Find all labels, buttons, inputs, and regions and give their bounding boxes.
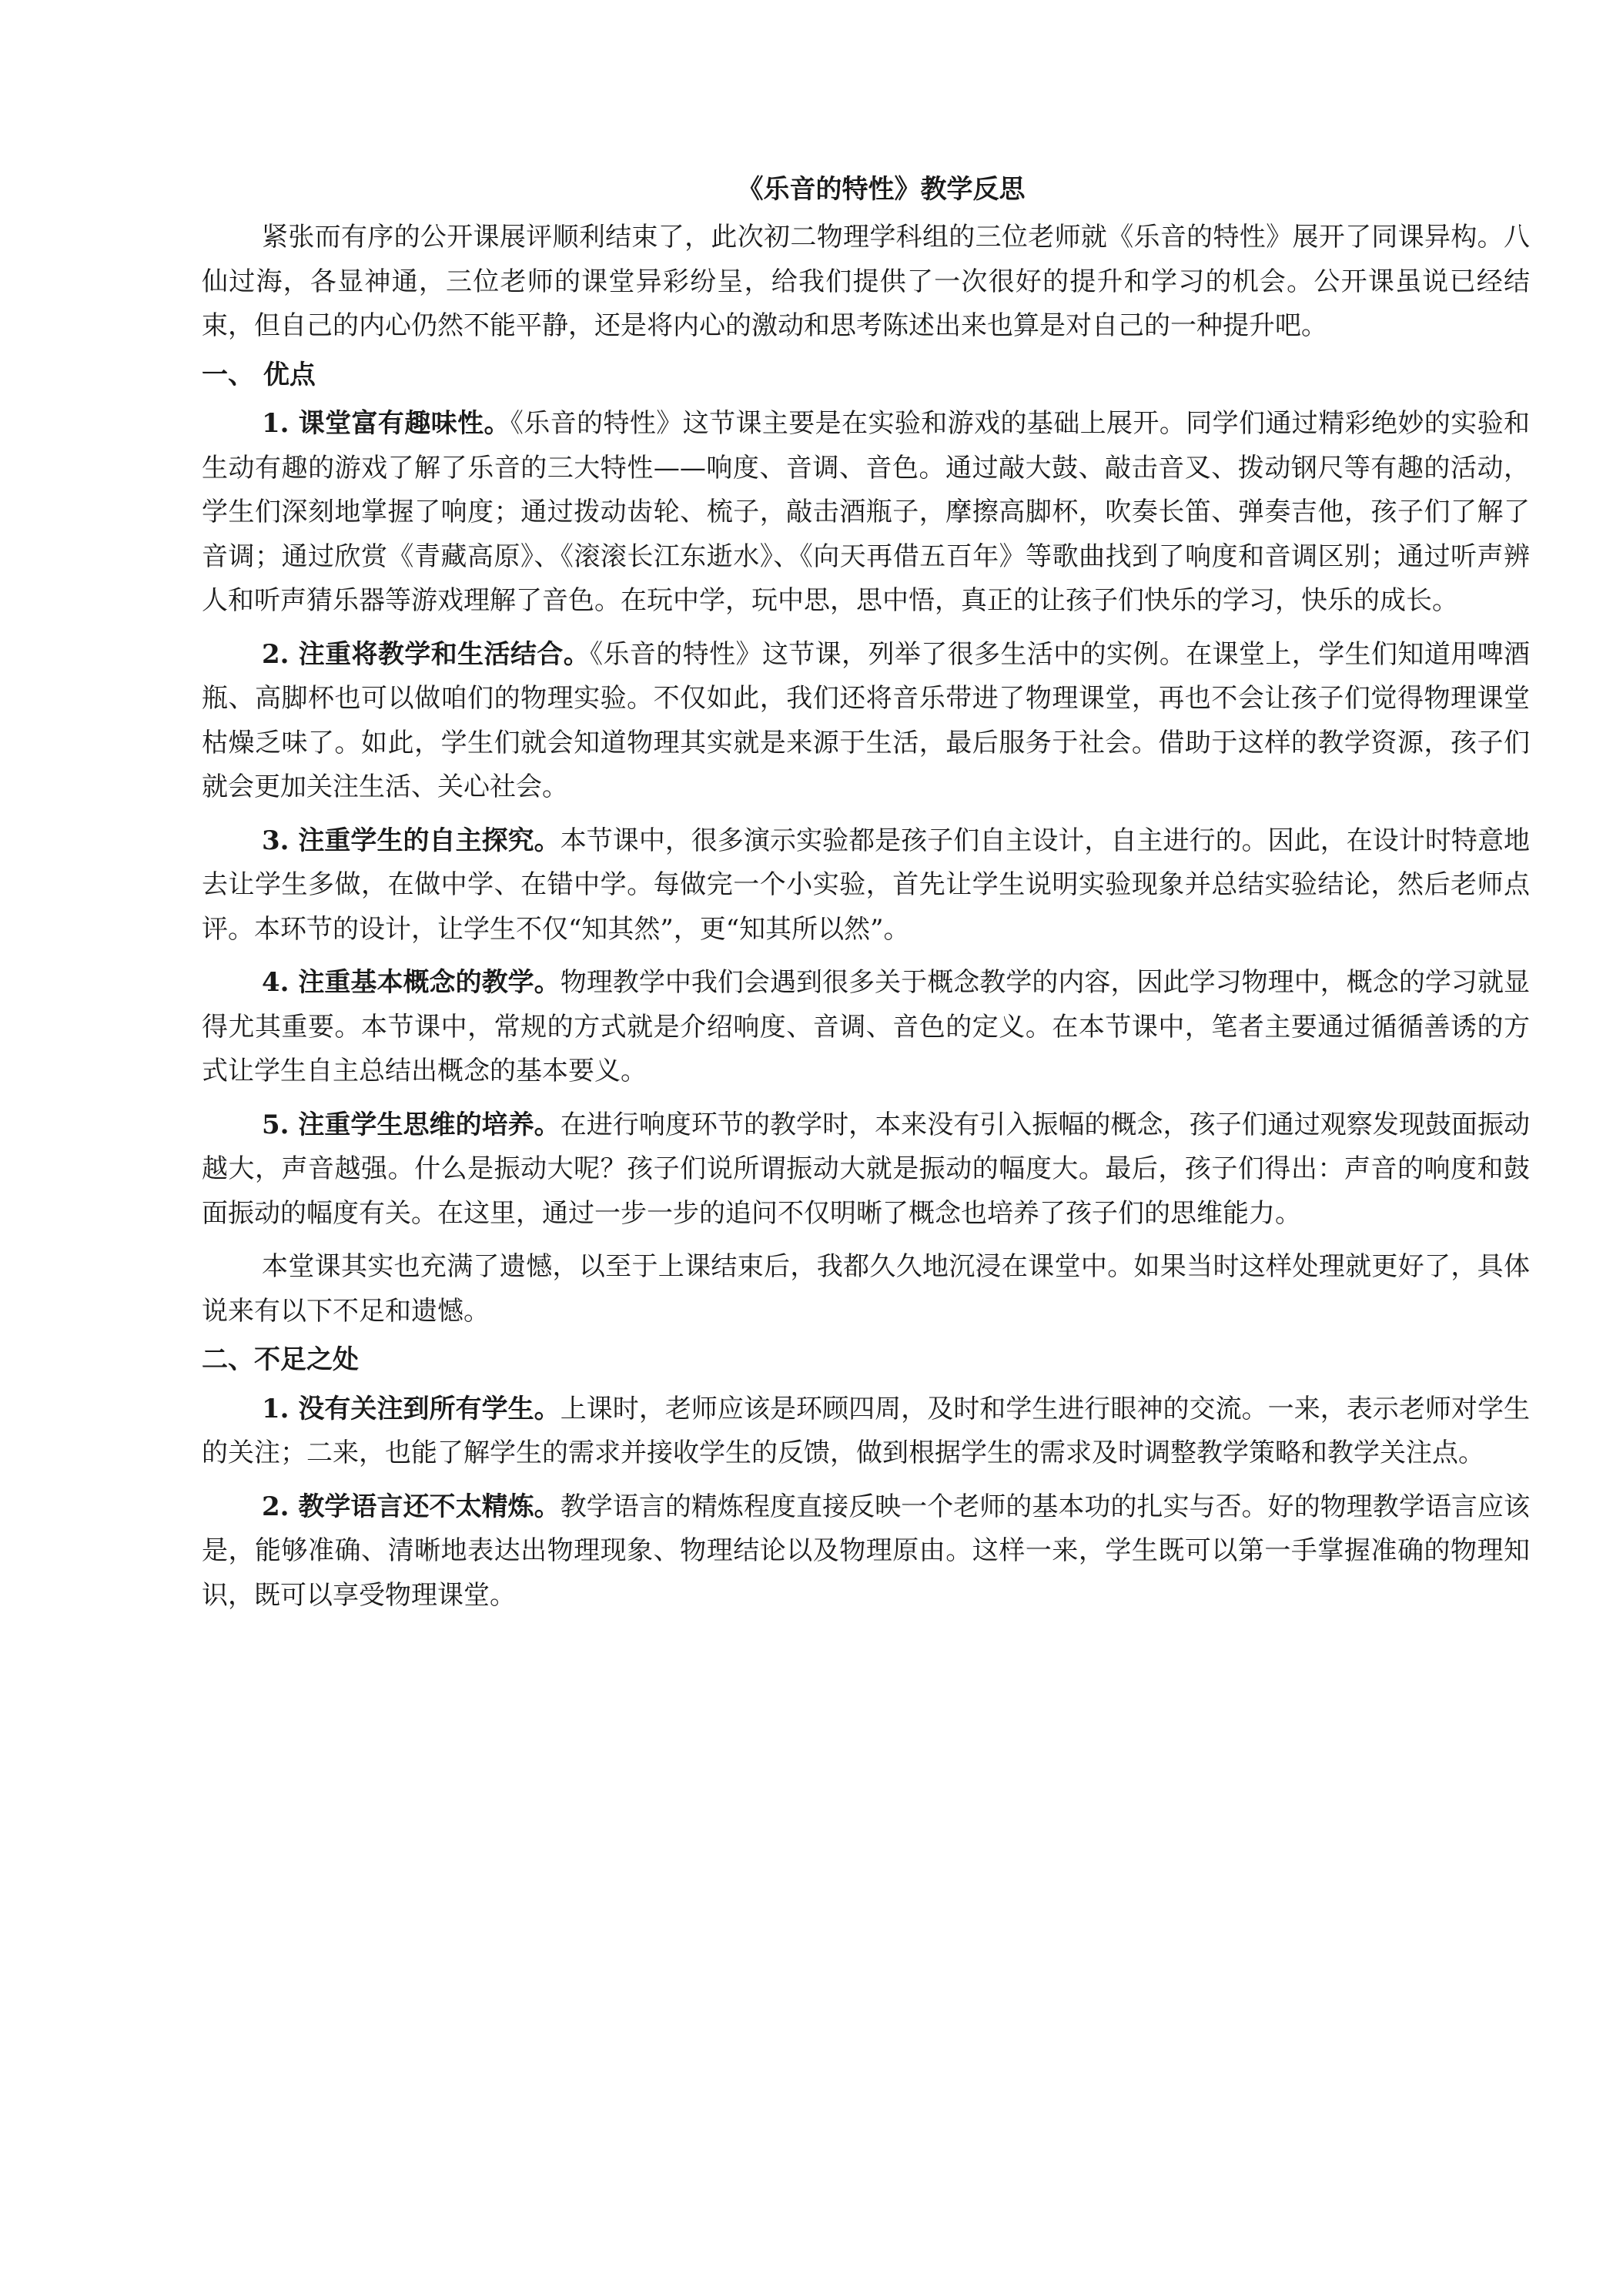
advantage-item-3-text: 本节课中，很多演示实验都是孩子们自主设计，自主进行的。因此，在设计时特意地去让学生多做，在做中学、在错中学。每做完一个小实验，首先让学生说明实验现象并总结实验结论，然后老师点评。本环节的设计，让学生不仅“知其然”，更“知其所以然”。 xyxy=(202,825,1530,945)
document-body xyxy=(202,168,1530,1618)
advantage-item-1-lead: 1. 课堂富有趣味性。 xyxy=(262,408,510,439)
advantage-item-1 xyxy=(202,402,1530,624)
shortcoming-item-2-text: 教学语言的精炼程度直接反映一个老师的基本功的扎实与否。好的物理教学语言应该是，能够准确、清晰地表达出物理现象、物理结论以及物理原由。这样一来，学生既可以第一手掌握准确的物理知识，既可以享受物理课堂。 xyxy=(202,1491,1530,1611)
advantage-item-3 xyxy=(202,819,1530,952)
intro-paragraph: 紧张而有序的公开课展评顺利结束了，此次初二物理学科组的三位老师就《乐音的特性》展开了同课异构。八仙过海，各显神通，三位老师的课堂异彩纷呈，给我们提供了一次很好的提升和学习的机会。公开课虽说已经结束，但自己的内心仍然不能平静，还是将内心的激动和思考陈述出来也算是对自己的一种提升吧。 xyxy=(202,222,1530,341)
advantage-item-4 xyxy=(202,961,1530,1094)
section-heading-advantages: 一、 优点 xyxy=(202,359,316,390)
advantage-item-2-text: 《乐音的特性》这节课，列举了很多生活中的实例。在课堂上，学生们知道用啤酒瓶、高脚杯也可以做咱们的物理实验。不仅如此，我们还将音乐带进了物理课堂，再也不会让孩子们觉得物理课堂枯燥乏味了。如此，学生们就会知道物理其实就是来源于生活，最后服务于社会。借助于这样的教学资源，孩子们就会更加关注生活、关心社会。 xyxy=(202,638,1530,802)
advantage-item-1-text: 《乐音的特性》这节课主要是在实验和游戏的基础上展开。同学们通过精彩绝妙的实验和生动有趣的游戏了解了乐音的三大特性——响度、音调、音色。通过敲大鼓、敲击音叉、拨动钢尺等有趣的活动，学生们深刻地掌握了响度；通过拨动齿轮、梳子，敲击酒瓶子，摩擦高脚杯，吹奏长笛、弹奏吉他，孩子们了解了音调；通过欣赏《青藏高原》、《滚滚长江东逝水》、《向天再借五百年》等歌曲找到了响度和音调区别；通过听声辨人和听声猜乐器等游戏理解了音色。在玩中学，玩中思，思中悟，真正的让孩子们快乐的学习，快乐的成长。 xyxy=(202,408,1530,616)
section-heading-shortcomings: 二、不足之处 xyxy=(202,1344,359,1375)
transition-paragraph: 本堂课其实也充满了遗憾，以至于上课结束后，我都久久地沉浸在课堂中。如果当时这样处理就更好了，具体说来有以下不足和遗憾。 xyxy=(202,1251,1530,1327)
advantage-item-5-text: 在进行响度环节的教学时，本来没有引入振幅的概念，孩子们通过观察发现鼓面振动越大，声音越强。什么是振动大呢？孩子们说所谓振动大就是振动的幅度大。最后，孩子们得出：声音的响度和鼓面振动的幅度有关。在这里，通过一步一步的追问不仅明晰了概念也培养了孩子们的思维能力。 xyxy=(202,1109,1530,1229)
shortcoming-item-1-lead: 1. 没有关注到所有学生。 xyxy=(262,1393,561,1424)
advantage-item-2 xyxy=(202,633,1530,810)
advantage-item-4-lead: 4. 注重基本概念的教学。 xyxy=(262,967,561,998)
shortcoming-item-2-lead: 2. 教学语言还不太精炼。 xyxy=(262,1491,561,1522)
advantage-item-2-lead: 2. 注重将教学和生活结合。 xyxy=(262,638,591,670)
advantage-item-3-lead: 3. 注重学生的自主探究。 xyxy=(262,825,561,856)
advantage-item-5 xyxy=(202,1103,1530,1237)
advantage-item-5-lead: 5. 注重学生思维的培养。 xyxy=(262,1109,561,1140)
advantage-item-4-text: 物理教学中我们会遇到很多关于概念教学的内容，因此学习物理中，概念的学习就显得尤其重要。本节课中，常规的方式就是介绍响度、音调、音色的定义。在本节课中，笔者主要通过循循善诱的方式让学生自主总结出概念的基本要义。 xyxy=(202,967,1530,1086)
shortcoming-item-1 xyxy=(202,1387,1530,1476)
shortcoming-item-1-text: 上课时，老师应该是环顾四周，及时和学生进行眼神的交流。一来，表示老师对学生的关注；二来，也能了解学生的需求并接收学生的反馈，做到根据学生的需求及时调整教学策略和教学关注点。 xyxy=(202,1393,1530,1468)
document-title: 《乐音的特性》教学反思 xyxy=(737,174,1026,205)
shortcoming-item-2 xyxy=(202,1485,1530,1618)
